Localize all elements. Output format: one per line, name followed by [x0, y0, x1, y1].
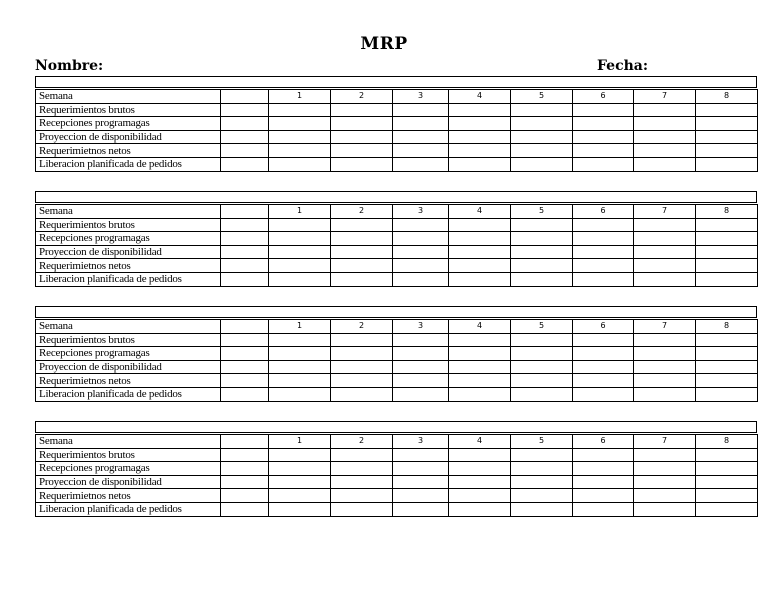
row-label: Proyeccion de disponibilidad [36, 360, 221, 374]
week-number: 5 [511, 435, 573, 449]
semana-label: Semana [36, 435, 221, 449]
input-cell[interactable] [449, 259, 511, 273]
input-cell[interactable] [221, 144, 269, 158]
page-title: MRP [360, 34, 408, 54]
table-row [36, 232, 758, 246]
input-cell[interactable] [449, 347, 511, 361]
input-cell[interactable] [573, 502, 634, 516]
input-cell[interactable] [634, 232, 696, 246]
input-cell[interactable] [221, 333, 269, 347]
input-cell[interactable] [696, 347, 758, 361]
input-cell[interactable] [331, 502, 393, 516]
row-label: Requerimietnos netos [36, 374, 221, 388]
input-cell[interactable] [511, 448, 573, 462]
blank-cell[interactable] [221, 435, 269, 449]
input-cell[interactable] [393, 333, 449, 347]
week-number: 3 [393, 320, 449, 334]
input-cell[interactable] [696, 157, 758, 171]
input-cell[interactable] [393, 272, 449, 286]
input-cell[interactable] [696, 259, 758, 273]
mrp-table-block [35, 421, 758, 517]
mrp-table [35, 319, 758, 402]
input-cell[interactable] [221, 347, 269, 361]
row-label: Liberacion planificada de pedidos [36, 502, 221, 516]
input-cell[interactable] [393, 103, 449, 117]
table-header-line [35, 76, 757, 88]
table-row [36, 117, 758, 131]
table-row [36, 360, 758, 374]
input-cell[interactable] [393, 489, 449, 503]
row-label: Liberacion planificada de pedidos [36, 157, 221, 171]
input-cell[interactable] [634, 157, 696, 171]
input-cell[interactable] [634, 259, 696, 273]
table-row [36, 502, 758, 516]
input-cell[interactable] [393, 157, 449, 171]
input-cell[interactable] [393, 144, 449, 158]
input-cell[interactable] [269, 157, 331, 171]
input-cell[interactable] [573, 272, 634, 286]
table-row [36, 462, 758, 476]
input-cell[interactable] [331, 333, 393, 347]
table-row [36, 218, 758, 232]
week-number: 7 [634, 435, 696, 449]
blank-cell[interactable] [221, 320, 269, 334]
input-cell[interactable] [393, 448, 449, 462]
input-cell[interactable] [634, 117, 696, 131]
input-cell[interactable] [269, 360, 331, 374]
input-cell[interactable] [511, 489, 573, 503]
table-row [36, 245, 758, 259]
input-cell[interactable] [221, 360, 269, 374]
input-cell[interactable] [573, 130, 634, 144]
table-header-line [35, 191, 757, 203]
week-number: 8 [696, 320, 758, 334]
input-cell[interactable] [331, 117, 393, 131]
input-cell[interactable] [269, 489, 331, 503]
input-cell[interactable] [331, 448, 393, 462]
table-row [36, 489, 758, 503]
input-cell[interactable] [573, 117, 634, 131]
input-cell[interactable] [221, 489, 269, 503]
input-cell[interactable] [696, 117, 758, 131]
input-cell[interactable] [269, 103, 331, 117]
input-cell[interactable] [221, 117, 269, 131]
input-cell[interactable] [221, 475, 269, 489]
table-row [36, 387, 758, 401]
input-cell[interactable] [449, 387, 511, 401]
input-cell[interactable] [573, 387, 634, 401]
input-cell[interactable] [511, 117, 573, 131]
input-cell[interactable] [221, 232, 269, 246]
input-cell[interactable] [393, 347, 449, 361]
input-cell[interactable] [269, 475, 331, 489]
week-number: 3 [393, 90, 449, 104]
table-header-line [35, 306, 757, 318]
week-number: 7 [634, 90, 696, 104]
table-row [36, 374, 758, 388]
input-cell[interactable] [331, 462, 393, 476]
input-cell[interactable] [696, 489, 758, 503]
table-row [36, 475, 758, 489]
input-cell[interactable] [573, 489, 634, 503]
input-cell[interactable] [269, 144, 331, 158]
input-cell[interactable] [269, 117, 331, 131]
input-cell[interactable] [449, 462, 511, 476]
input-cell[interactable] [269, 130, 331, 144]
input-cell[interactable] [331, 347, 393, 361]
input-cell[interactable] [449, 374, 511, 388]
input-cell[interactable] [511, 347, 573, 361]
input-cell[interactable] [696, 218, 758, 232]
week-number: 5 [511, 320, 573, 334]
input-cell[interactable] [634, 360, 696, 374]
table-row [36, 103, 758, 117]
input-cell[interactable] [331, 489, 393, 503]
input-cell[interactable] [393, 117, 449, 131]
input-cell[interactable] [221, 103, 269, 117]
row-label: Liberacion planificada de pedidos [36, 387, 221, 401]
week-number: 6 [573, 90, 634, 104]
blank-cell[interactable] [221, 90, 269, 104]
input-cell[interactable] [511, 272, 573, 286]
mrp-table [35, 89, 758, 172]
input-cell[interactable] [511, 462, 573, 476]
input-cell[interactable] [221, 157, 269, 171]
input-cell[interactable] [331, 218, 393, 232]
input-cell[interactable] [634, 448, 696, 462]
row-label: Requerimietnos netos [36, 144, 221, 158]
input-cell[interactable] [221, 462, 269, 476]
input-cell[interactable] [393, 360, 449, 374]
input-cell[interactable] [449, 245, 511, 259]
input-cell[interactable] [221, 502, 269, 516]
mrp-table [35, 434, 758, 517]
week-number: 2 [331, 90, 393, 104]
input-cell[interactable] [331, 232, 393, 246]
input-cell[interactable] [634, 462, 696, 476]
input-cell[interactable] [511, 144, 573, 158]
input-cell[interactable] [331, 360, 393, 374]
week-number: 4 [449, 435, 511, 449]
input-cell[interactable] [331, 475, 393, 489]
input-cell[interactable] [573, 157, 634, 171]
week-number: 5 [511, 205, 573, 219]
semana-row [36, 205, 758, 219]
input-cell[interactable] [449, 157, 511, 171]
week-number: 6 [573, 205, 634, 219]
input-cell[interactable] [449, 232, 511, 246]
input-cell[interactable] [269, 448, 331, 462]
mrp-table-block [35, 306, 758, 402]
input-cell[interactable] [511, 157, 573, 171]
mrp-table-block [35, 76, 758, 172]
semana-label: Semana [36, 90, 221, 104]
input-cell[interactable] [269, 333, 331, 347]
input-cell[interactable] [511, 259, 573, 273]
input-cell[interactable] [696, 502, 758, 516]
row-label: Requerimientos brutos [36, 103, 221, 117]
table-row [36, 259, 758, 273]
input-cell[interactable] [331, 103, 393, 117]
input-cell[interactable] [573, 347, 634, 361]
input-cell[interactable] [449, 360, 511, 374]
input-cell[interactable] [511, 502, 573, 516]
input-cell[interactable] [393, 502, 449, 516]
table-row [36, 144, 758, 158]
row-label: Recepciones programagas [36, 347, 221, 361]
input-cell[interactable] [511, 232, 573, 246]
input-cell[interactable] [393, 462, 449, 476]
input-cell[interactable] [331, 144, 393, 158]
week-number: 4 [449, 90, 511, 104]
input-cell[interactable] [331, 245, 393, 259]
week-number: 3 [393, 205, 449, 219]
row-label: Liberacion planificada de pedidos [36, 272, 221, 286]
input-cell[interactable] [269, 259, 331, 273]
input-cell[interactable] [449, 333, 511, 347]
table-row [36, 333, 758, 347]
input-cell[interactable] [696, 272, 758, 286]
week-number: 2 [331, 320, 393, 334]
input-cell[interactable] [331, 272, 393, 286]
input-cell[interactable] [573, 462, 634, 476]
week-number: 1 [269, 90, 331, 104]
table-row [36, 130, 758, 144]
week-number: 6 [573, 320, 634, 334]
week-number: 2 [331, 435, 393, 449]
semana-label: Semana [36, 205, 221, 219]
week-number: 8 [696, 205, 758, 219]
input-cell[interactable] [634, 333, 696, 347]
input-cell[interactable] [573, 259, 634, 273]
input-cell[interactable] [221, 245, 269, 259]
week-number: 7 [634, 320, 696, 334]
input-cell[interactable] [696, 144, 758, 158]
input-cell[interactable] [449, 103, 511, 117]
input-cell[interactable] [393, 387, 449, 401]
row-label: Recepciones programagas [36, 232, 221, 246]
table-row [36, 157, 758, 171]
input-cell[interactable] [449, 130, 511, 144]
semana-row [36, 435, 758, 449]
row-label: Proyeccion de disponibilidad [36, 475, 221, 489]
input-cell[interactable] [696, 232, 758, 246]
input-cell[interactable] [634, 245, 696, 259]
input-cell[interactable] [221, 130, 269, 144]
input-cell[interactable] [393, 259, 449, 273]
input-cell[interactable] [573, 374, 634, 388]
blank-cell[interactable] [221, 205, 269, 219]
row-label: Recepciones programagas [36, 462, 221, 476]
input-cell[interactable] [269, 272, 331, 286]
input-cell[interactable] [511, 475, 573, 489]
row-label: Recepciones programagas [36, 117, 221, 131]
semana-row [36, 90, 758, 104]
input-cell[interactable] [269, 387, 331, 401]
input-cell[interactable] [331, 374, 393, 388]
semana-row [36, 320, 758, 334]
input-cell[interactable] [634, 272, 696, 286]
input-cell[interactable] [221, 272, 269, 286]
input-cell[interactable] [511, 333, 573, 347]
input-cell[interactable] [269, 502, 331, 516]
input-cell[interactable] [221, 374, 269, 388]
input-cell[interactable] [449, 117, 511, 131]
input-cell[interactable] [573, 103, 634, 117]
week-number: 8 [696, 90, 758, 104]
input-cell[interactable] [573, 333, 634, 347]
input-cell[interactable] [511, 374, 573, 388]
table-header-line [35, 421, 757, 433]
input-cell[interactable] [696, 387, 758, 401]
semana-label: Semana [36, 320, 221, 334]
input-cell[interactable] [696, 245, 758, 259]
table-row [36, 272, 758, 286]
input-cell[interactable] [573, 232, 634, 246]
week-number: 6 [573, 435, 634, 449]
input-cell[interactable] [221, 448, 269, 462]
input-cell[interactable] [573, 475, 634, 489]
input-cell[interactable] [634, 103, 696, 117]
input-cell[interactable] [634, 218, 696, 232]
week-number: 1 [269, 435, 331, 449]
input-cell[interactable] [393, 130, 449, 144]
input-cell[interactable] [269, 218, 331, 232]
row-label: Requerimientos brutos [36, 218, 221, 232]
input-cell[interactable] [634, 502, 696, 516]
input-cell[interactable] [696, 103, 758, 117]
input-cell[interactable] [573, 245, 634, 259]
input-cell[interactable] [634, 489, 696, 503]
input-cell[interactable] [393, 374, 449, 388]
input-cell[interactable] [269, 245, 331, 259]
input-cell[interactable] [696, 130, 758, 144]
row-label: Proyeccion de disponibilidad [36, 130, 221, 144]
row-label: Requerimientos brutos [36, 333, 221, 347]
input-cell[interactable] [634, 347, 696, 361]
input-cell[interactable] [696, 448, 758, 462]
row-label: Requerimientos brutos [36, 448, 221, 462]
input-cell[interactable] [331, 387, 393, 401]
input-cell[interactable] [393, 245, 449, 259]
input-cell[interactable] [511, 245, 573, 259]
input-cell[interactable] [511, 387, 573, 401]
row-label: Requerimietnos netos [36, 259, 221, 273]
week-number: 4 [449, 320, 511, 334]
input-cell[interactable] [634, 130, 696, 144]
row-label: Requerimietnos netos [36, 489, 221, 503]
input-cell[interactable] [696, 475, 758, 489]
week-number: 3 [393, 435, 449, 449]
input-cell[interactable] [269, 374, 331, 388]
input-cell[interactable] [269, 347, 331, 361]
nombre-label: Nombre: [35, 58, 104, 74]
input-cell[interactable] [634, 475, 696, 489]
input-cell[interactable] [331, 130, 393, 144]
input-cell[interactable] [393, 232, 449, 246]
input-cell[interactable] [449, 272, 511, 286]
week-number: 7 [634, 205, 696, 219]
week-number: 4 [449, 205, 511, 219]
week-number: 1 [269, 320, 331, 334]
input-cell[interactable] [449, 475, 511, 489]
fecha-label: Fecha: [597, 58, 649, 74]
table-row [36, 347, 758, 361]
mrp-table [35, 204, 758, 287]
input-cell[interactable] [511, 360, 573, 374]
input-cell[interactable] [696, 462, 758, 476]
input-cell[interactable] [449, 448, 511, 462]
input-cell[interactable] [331, 157, 393, 171]
input-cell[interactable] [696, 360, 758, 374]
input-cell[interactable] [573, 448, 634, 462]
input-cell[interactable] [221, 387, 269, 401]
input-cell[interactable] [511, 218, 573, 232]
mrp-table-block [35, 191, 758, 287]
input-cell[interactable] [393, 218, 449, 232]
input-cell[interactable] [269, 232, 331, 246]
input-cell[interactable] [511, 103, 573, 117]
input-cell[interactable] [331, 259, 393, 273]
input-cell[interactable] [221, 259, 269, 273]
input-cell[interactable] [449, 218, 511, 232]
input-cell[interactable] [634, 144, 696, 158]
input-cell[interactable] [221, 218, 269, 232]
table-row [36, 448, 758, 462]
week-number: 2 [331, 205, 393, 219]
input-cell[interactable] [634, 387, 696, 401]
input-cell[interactable] [573, 144, 634, 158]
input-cell[interactable] [449, 489, 511, 503]
week-number: 1 [269, 205, 331, 219]
input-cell[interactable] [269, 462, 331, 476]
input-cell[interactable] [511, 130, 573, 144]
week-number: 5 [511, 90, 573, 104]
input-cell[interactable] [393, 475, 449, 489]
row-label: Proyeccion de disponibilidad [36, 245, 221, 259]
input-cell[interactable] [449, 144, 511, 158]
input-cell[interactable] [573, 218, 634, 232]
input-cell[interactable] [696, 374, 758, 388]
input-cell[interactable] [573, 360, 634, 374]
input-cell[interactable] [449, 502, 511, 516]
week-number: 8 [696, 435, 758, 449]
input-cell[interactable] [634, 374, 696, 388]
input-cell[interactable] [696, 333, 758, 347]
